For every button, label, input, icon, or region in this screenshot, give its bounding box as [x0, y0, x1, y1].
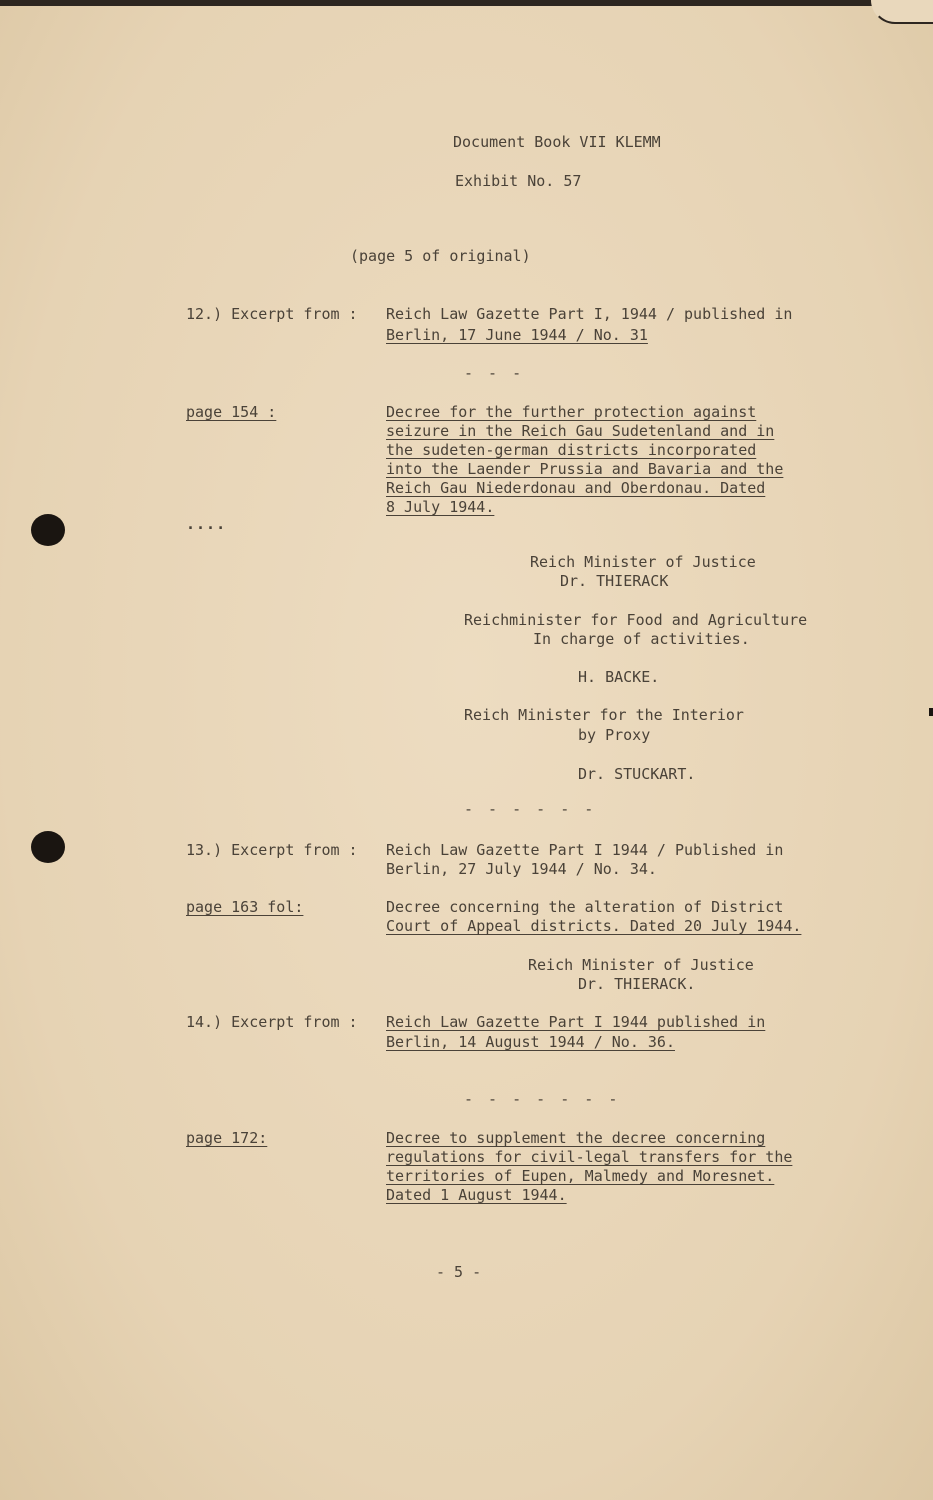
separator-3: - - - - - - -: [464, 1090, 621, 1108]
signature-interior-sub: by Proxy: [578, 726, 651, 744]
entry-12-line-1: Reich Law Gazette Part I, 1944 / published in: [386, 305, 793, 323]
separator-2: - - - - - -: [464, 800, 597, 818]
page-172-label: page 172:: [186, 1129, 268, 1147]
page-154-line-6: 8 July 1944.: [386, 498, 495, 516]
signature-interior-title: Reich Minister for the Interior: [464, 706, 744, 724]
separator-1: - - -: [464, 364, 525, 382]
page-154-line-4: into the Laender Prussia and Bavaria and the: [386, 460, 784, 478]
ellipsis: ....: [186, 515, 227, 533]
entry-12-label: 12.) Excerpt from :: [186, 305, 358, 323]
punch-hole-top: [31, 514, 65, 546]
page-154-line-3: the sudeten-german districts incorporated: [386, 441, 757, 459]
entry-12-line-2: Berlin, 17 June 1944 / No. 31: [386, 326, 648, 344]
signature-justice2-name: Dr. THIERACK.: [578, 975, 696, 993]
page-163-line-2: Court of Appeal districts. Dated 20 July 1944.: [386, 917, 802, 935]
page-of-original: (page 5 of original): [350, 247, 531, 265]
page-163-label: page 163 fol:: [186, 898, 304, 916]
page-corner-curl: [871, 0, 933, 24]
entry-13-line-1: Reich Law Gazette Part I 1944 / Published in: [386, 841, 784, 859]
entry-14-line-2: Berlin, 14 August 1944 / No. 36.: [386, 1033, 675, 1051]
entry-13-line-2: Berlin, 27 July 1944 / No. 34.: [386, 860, 657, 878]
edge-mark: [929, 708, 933, 716]
page-163-line-1: Decree concerning the alteration of District: [386, 898, 784, 916]
page-172-line-3: territories of Eupen, Malmedy and Moresnet.: [386, 1167, 775, 1185]
signature-interior-name: Dr. STUCKART.: [578, 765, 696, 783]
signature-food-sub: In charge of activities.: [533, 630, 750, 648]
page-154-line-5: Reich Gau Niederdonau and Oberdonau. Dated: [386, 479, 766, 497]
page-172-line-2: regulations for civil-legal transfers for the: [386, 1148, 793, 1166]
signature-justice-name: Dr. THIERACK: [560, 572, 669, 590]
page-172-line-4: Dated 1 August 1944.: [386, 1186, 567, 1204]
page-172-line-1: Decree to supplement the decree concerning: [386, 1129, 766, 1147]
entry-14-label: 14.) Excerpt from :: [186, 1013, 358, 1031]
entry-13-label: 13.) Excerpt from :: [186, 841, 358, 859]
entry-14-line-1: Reich Law Gazette Part I 1944 published in: [386, 1013, 766, 1031]
signature-food-name: H. BACKE.: [578, 668, 660, 686]
signature-justice2-title: Reich Minister of Justice: [528, 956, 754, 974]
punch-hole-bottom: [31, 831, 65, 863]
document-book-title: Document Book VII KLEMM: [453, 133, 661, 151]
page-154-label: page 154 :: [186, 403, 277, 421]
signature-food-title: Reichminister for Food and Agriculture: [464, 611, 808, 629]
page-number: - 5 -: [436, 1263, 482, 1281]
scan-top-edge: [0, 0, 933, 6]
page-154-line-2: seizure in the Reich Gau Sudetenland and in: [386, 422, 775, 440]
page-154-line-1: Decree for the further protection against: [386, 403, 757, 421]
signature-justice-title: Reich Minister of Justice: [530, 553, 756, 571]
exhibit-number: Exhibit No. 57: [455, 172, 582, 190]
